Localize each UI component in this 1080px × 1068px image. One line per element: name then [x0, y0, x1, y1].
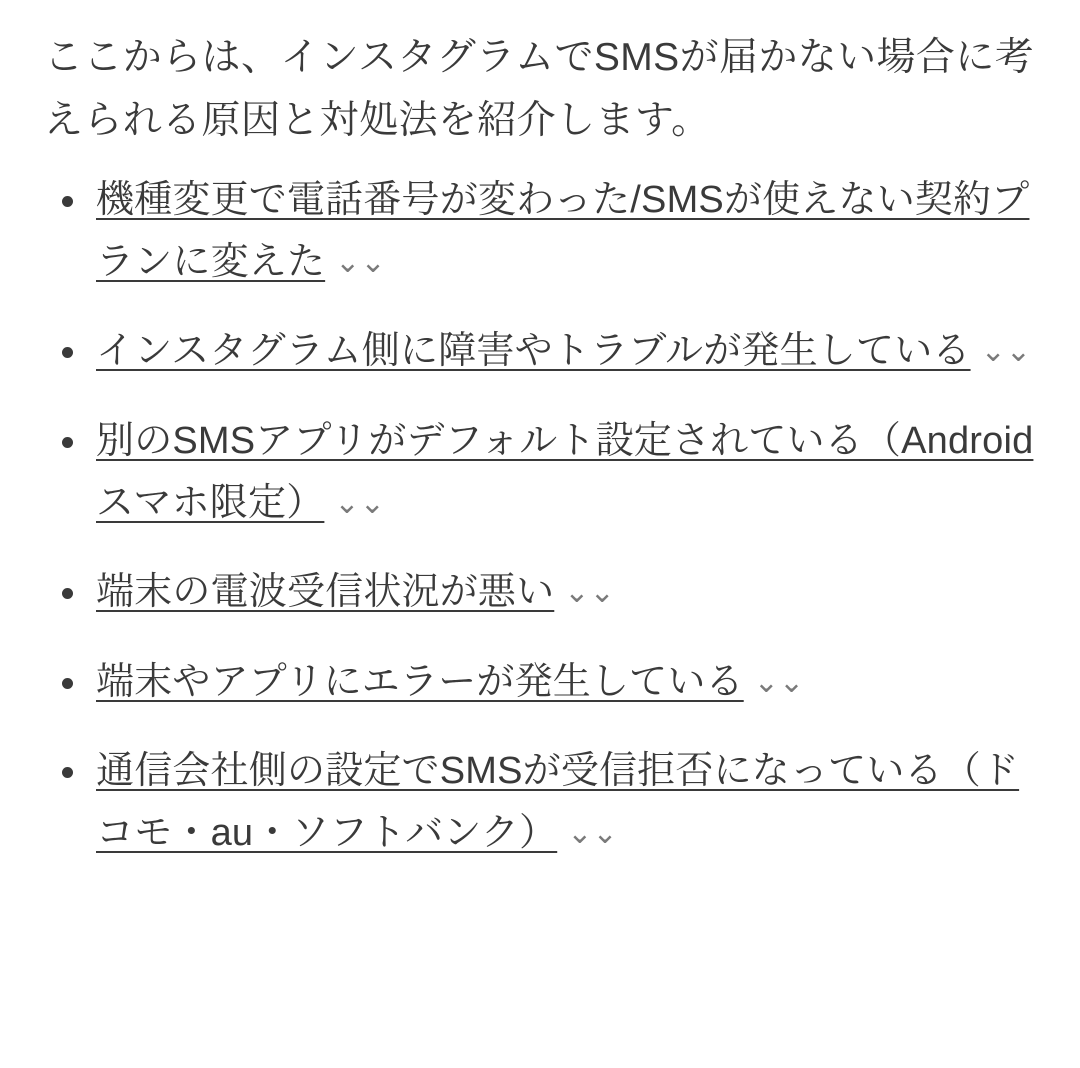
chevron-down-icon[interactable]: ⌄⌄ — [564, 576, 615, 610]
toc-link-5[interactable]: 端末やアプリにエラーが発生している — [96, 660, 744, 703]
list-item — [44, 652, 1036, 714]
list-item — [44, 741, 1036, 864]
toc-link-3[interactable]: 別のSMSアプリがデフォルト設定されている（Androidスマホ限定） — [96, 419, 1034, 524]
chevron-down-icon[interactable]: ⌄⌄ — [980, 335, 1032, 369]
toc-link-2[interactable]: インスタグラム側に障害やトラブルが発生している — [96, 330, 971, 373]
toc-link-4[interactable]: 端末の電波受信状況が悪い — [96, 571, 555, 614]
intro-paragraph: ここからは、インスタグラムでSMSが届かない場合に考えられる原因と対処法を紹介します。 — [44, 36, 1035, 143]
toc-link-6[interactable]: 通信会社側の設定でSMSが受信拒否になっている（ドコモ・au・ソフトバンク） — [96, 750, 1020, 854]
chevron-down-icon[interactable]: ⌄⌄ — [567, 816, 618, 850]
toc-link-1[interactable]: 機種変更で電話番号が変わった/SMSが使えない契約プランに変えた — [96, 179, 1030, 283]
list-item — [44, 321, 1036, 383]
list-item — [44, 562, 1036, 624]
chevron-down-icon[interactable]: ⌄⌄ — [335, 245, 386, 279]
chevron-down-icon[interactable]: ⌄⌄ — [753, 665, 805, 699]
list-item — [44, 170, 1036, 293]
chevron-down-icon[interactable]: ⌄⌄ — [334, 486, 386, 520]
table-of-contents — [44, 170, 1036, 864]
list-item — [44, 411, 1036, 534]
